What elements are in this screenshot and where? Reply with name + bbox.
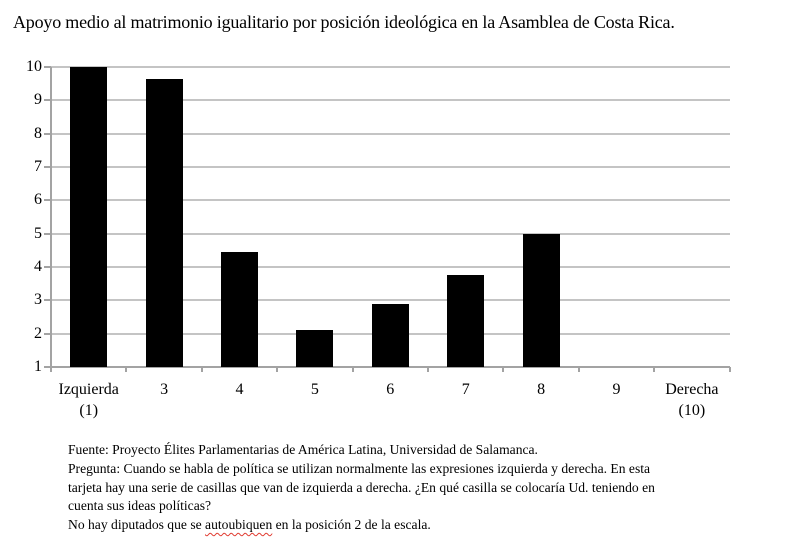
x-axis-category-label-line1: 8 <box>537 381 546 398</box>
bar <box>372 304 409 367</box>
y-axis-tick-label: 7 <box>34 158 42 175</box>
x-axis-tick <box>502 367 504 372</box>
x-axis-category-label-line1: 7 <box>461 381 470 398</box>
footnote-question-line-3: cuenta sus ideas políticas? <box>68 498 212 514</box>
y-axis-tick-label: 5 <box>34 224 42 242</box>
x-axis-category-label-line2: (10) <box>678 402 706 419</box>
x-axis-category-label <box>353 379 428 400</box>
x-axis-tick <box>201 367 203 372</box>
x-axis-category-label-line1: 9 <box>612 381 621 398</box>
y-axis-tick-label: 10 <box>26 58 42 75</box>
x-axis-category-label-line1: 5 <box>310 381 319 398</box>
y-axis-tick-label: 3 <box>34 291 42 309</box>
bar <box>221 252 258 367</box>
bar <box>447 275 484 367</box>
chart-title: Apoyo medio al matrimonio igualitario por posición ideológica en la Asamblea de Costa Rica. <box>13 12 675 32</box>
x-axis-tick <box>427 367 429 372</box>
footnote-source: Fuente: Proyecto Élites Parlamentarias de América Latina, Universidad de Salamanca. <box>68 442 538 457</box>
x-axis-category-label <box>503 379 578 400</box>
y-axis-tick-label: 6 <box>34 191 42 209</box>
bar <box>523 234 560 367</box>
x-axis-category-label-line1: Derecha <box>665 381 719 398</box>
x-axis-tick <box>653 367 655 372</box>
x-axis-category-label <box>202 379 277 400</box>
y-axis-tick-label: 2 <box>34 324 42 342</box>
y-axis-tick-label: 4 <box>34 258 42 275</box>
x-axis-category-label <box>277 379 352 400</box>
y-axis-line <box>50 67 52 372</box>
x-axis-tick <box>50 367 52 372</box>
x-axis-tick <box>578 367 580 372</box>
x-axis-category-label <box>126 379 201 400</box>
x-axis-tick <box>729 367 731 372</box>
footnote-note-after: en la posición 2 de la escala. <box>272 517 431 533</box>
x-axis-category-label-line1: Izquierda <box>58 381 119 398</box>
bar <box>70 67 107 367</box>
footnotes <box>68 441 758 535</box>
x-axis-category-label-line1: 4 <box>235 381 244 398</box>
x-axis-category-label <box>654 379 729 421</box>
x-axis-tick <box>352 367 354 372</box>
y-axis-tick-label: 1 <box>34 358 42 375</box>
footnote-question-line-2: tarjeta hay una serie de casillas que van de izquierda a derecha. ¿En qué casilla se colocaría Ud. teniendo en <box>68 479 655 495</box>
x-axis-tick <box>276 367 278 372</box>
bar <box>296 330 333 367</box>
footnote-note-before: No hay diputados que se <box>68 517 206 533</box>
x-axis-category-label <box>51 379 126 421</box>
gridline <box>51 66 730 68</box>
x-axis-category-label-line1: 6 <box>386 381 395 398</box>
x-axis-category-label-line2: (1) <box>79 402 99 419</box>
x-axis-category-label <box>428 379 503 400</box>
y-axis-tick-label: 8 <box>34 124 42 142</box>
y-axis-tick-label: 9 <box>34 91 42 109</box>
bar <box>146 79 183 367</box>
footnote-question-line-1: Pregunta: Cuando se habla de política se utilizan normalmente las expresiones izquierda y derecha. En esta <box>68 460 651 476</box>
x-axis-tick <box>125 367 127 372</box>
x-axis-category-label-line1: 3 <box>160 381 169 398</box>
misspelled-word: autoubiquen <box>205 517 273 533</box>
x-axis-category-label <box>579 379 654 400</box>
footnote-note <box>68 516 758 535</box>
